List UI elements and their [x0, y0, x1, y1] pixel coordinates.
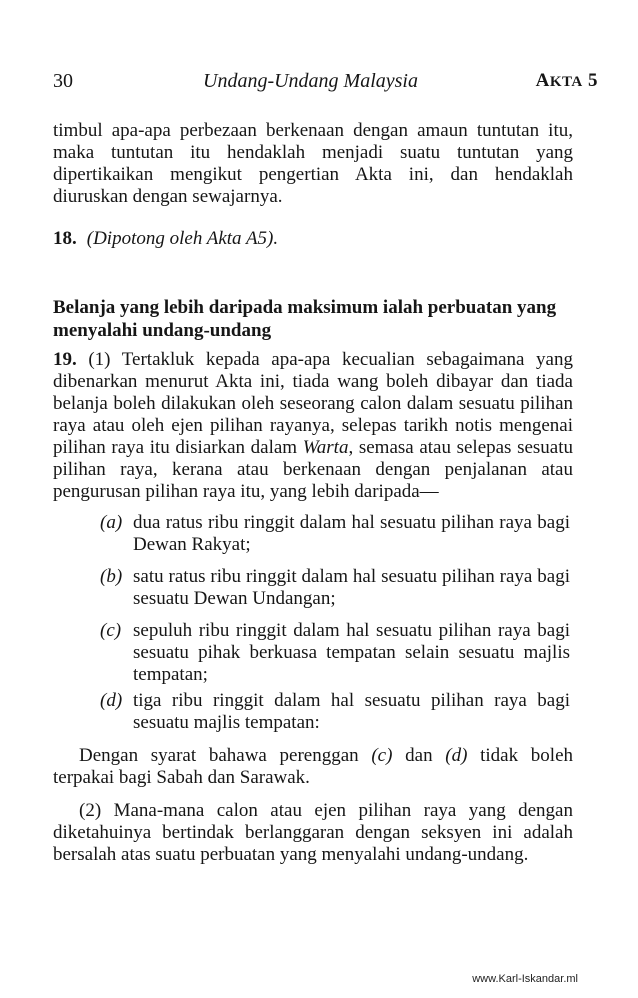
subsection-2-paragraph: [53, 800, 573, 866]
act-number: 5: [582, 70, 598, 91]
section-heading: Belanja yang lebih daripada maksimum ialah perbuatan yang menyalahi undang-undang: [53, 297, 557, 341]
item-label: (d): [100, 690, 123, 711]
item-label: (c): [100, 620, 122, 641]
proviso-part1: Dengan syarat bahawa perenggan: [79, 745, 372, 766]
section-18-text: (Dipotong oleh Akta A5).: [86, 228, 279, 249]
item-text: satu ratus ribu ringgit dalam hal sesuatu pilihan raya bagi sesuatu Dewan Undangan;: [133, 566, 570, 609]
section-18: [53, 228, 278, 250]
subsection-2-text: (2) Mana-mana calon atau ejen pilihan raya yang dengan diketahuinya bertindak berlanggaran dengan seksyen ini adalah bersalah atas suatu perbuatan yang menyalahi undang-undang.: [53, 800, 573, 865]
proviso-part3: tidak boleh terpakai bagi Sabah dan Sarawak.: [53, 745, 573, 788]
proviso-ref-d: (d): [445, 745, 468, 766]
section-19-paragraph: [53, 349, 573, 503]
proviso-ref-c: (c): [371, 745, 393, 766]
item-text: tiga ribu ringgit dalam hal sesuatu pilihan raya bagi sesuatu majlis tempatan:: [133, 690, 570, 733]
page-header: [53, 70, 598, 100]
item-text: dua ratus ribu ringgit dalam hal sesuatu pilihan raya bagi Dewan Rakyat;: [133, 512, 570, 555]
continuation-paragraph: [53, 120, 573, 208]
list-item: [100, 620, 570, 686]
act-label: [536, 70, 598, 92]
section-19-number: 19.: [53, 349, 77, 370]
footer-url[interactable]: www.Karl-Iskandar.ml: [472, 973, 578, 985]
item-label: (a): [100, 512, 123, 533]
section-19-text-a: (1) Tertakluk kepada apa-apa kecualian sebagaimana yang dibenarkan menurut Akta ini, tiada wang boleh dibayar dan tiada belanja boleh dilakukan oleh seseorang calon dalam sesuatu pilihan raya atau oleh ejen pilihan rayanya, selepas tarikh notis mengenai pilihan raya itu disiarkan dalam: [53, 349, 573, 458]
continuation-text: timbul apa-apa perbezaan berkenaan dengan amaun tuntutan itu, maka tuntutan itu hendaklah menjadi suatu tuntutan yang dipertikaikan mengikut pengertian Akta ini, dan hendaklah diuruskan dengan sewajarnya.: [53, 120, 573, 207]
section-18-number: 18.: [53, 228, 77, 249]
proviso-part2: dan: [392, 745, 446, 766]
act-prefix: A: [535, 70, 550, 91]
page-number: 30: [53, 70, 73, 92]
item-text: sepuluh ribu ringgit dalam hal sesuatu pilihan raya bagi sesuatu pihak berkuasa tempatan selain sesuatu majlis tempatan;: [133, 620, 570, 685]
list-item: [100, 512, 570, 556]
item-label: (b): [100, 566, 123, 587]
running-title: Undang-Undang Malaysia: [203, 70, 418, 92]
section-19-text-b: , semasa atau selepas sesuatu pilihan raya, kerana atau berkenaan dengan penjalanan atau pengurusan pilihan raya itu, yang lebih daripada—: [53, 437, 574, 502]
list-item: [100, 690, 570, 734]
warta-term: Warta: [302, 437, 349, 458]
list-item: [100, 566, 570, 610]
act-small-caps: KTA: [549, 74, 583, 90]
proviso-paragraph: [53, 745, 573, 789]
